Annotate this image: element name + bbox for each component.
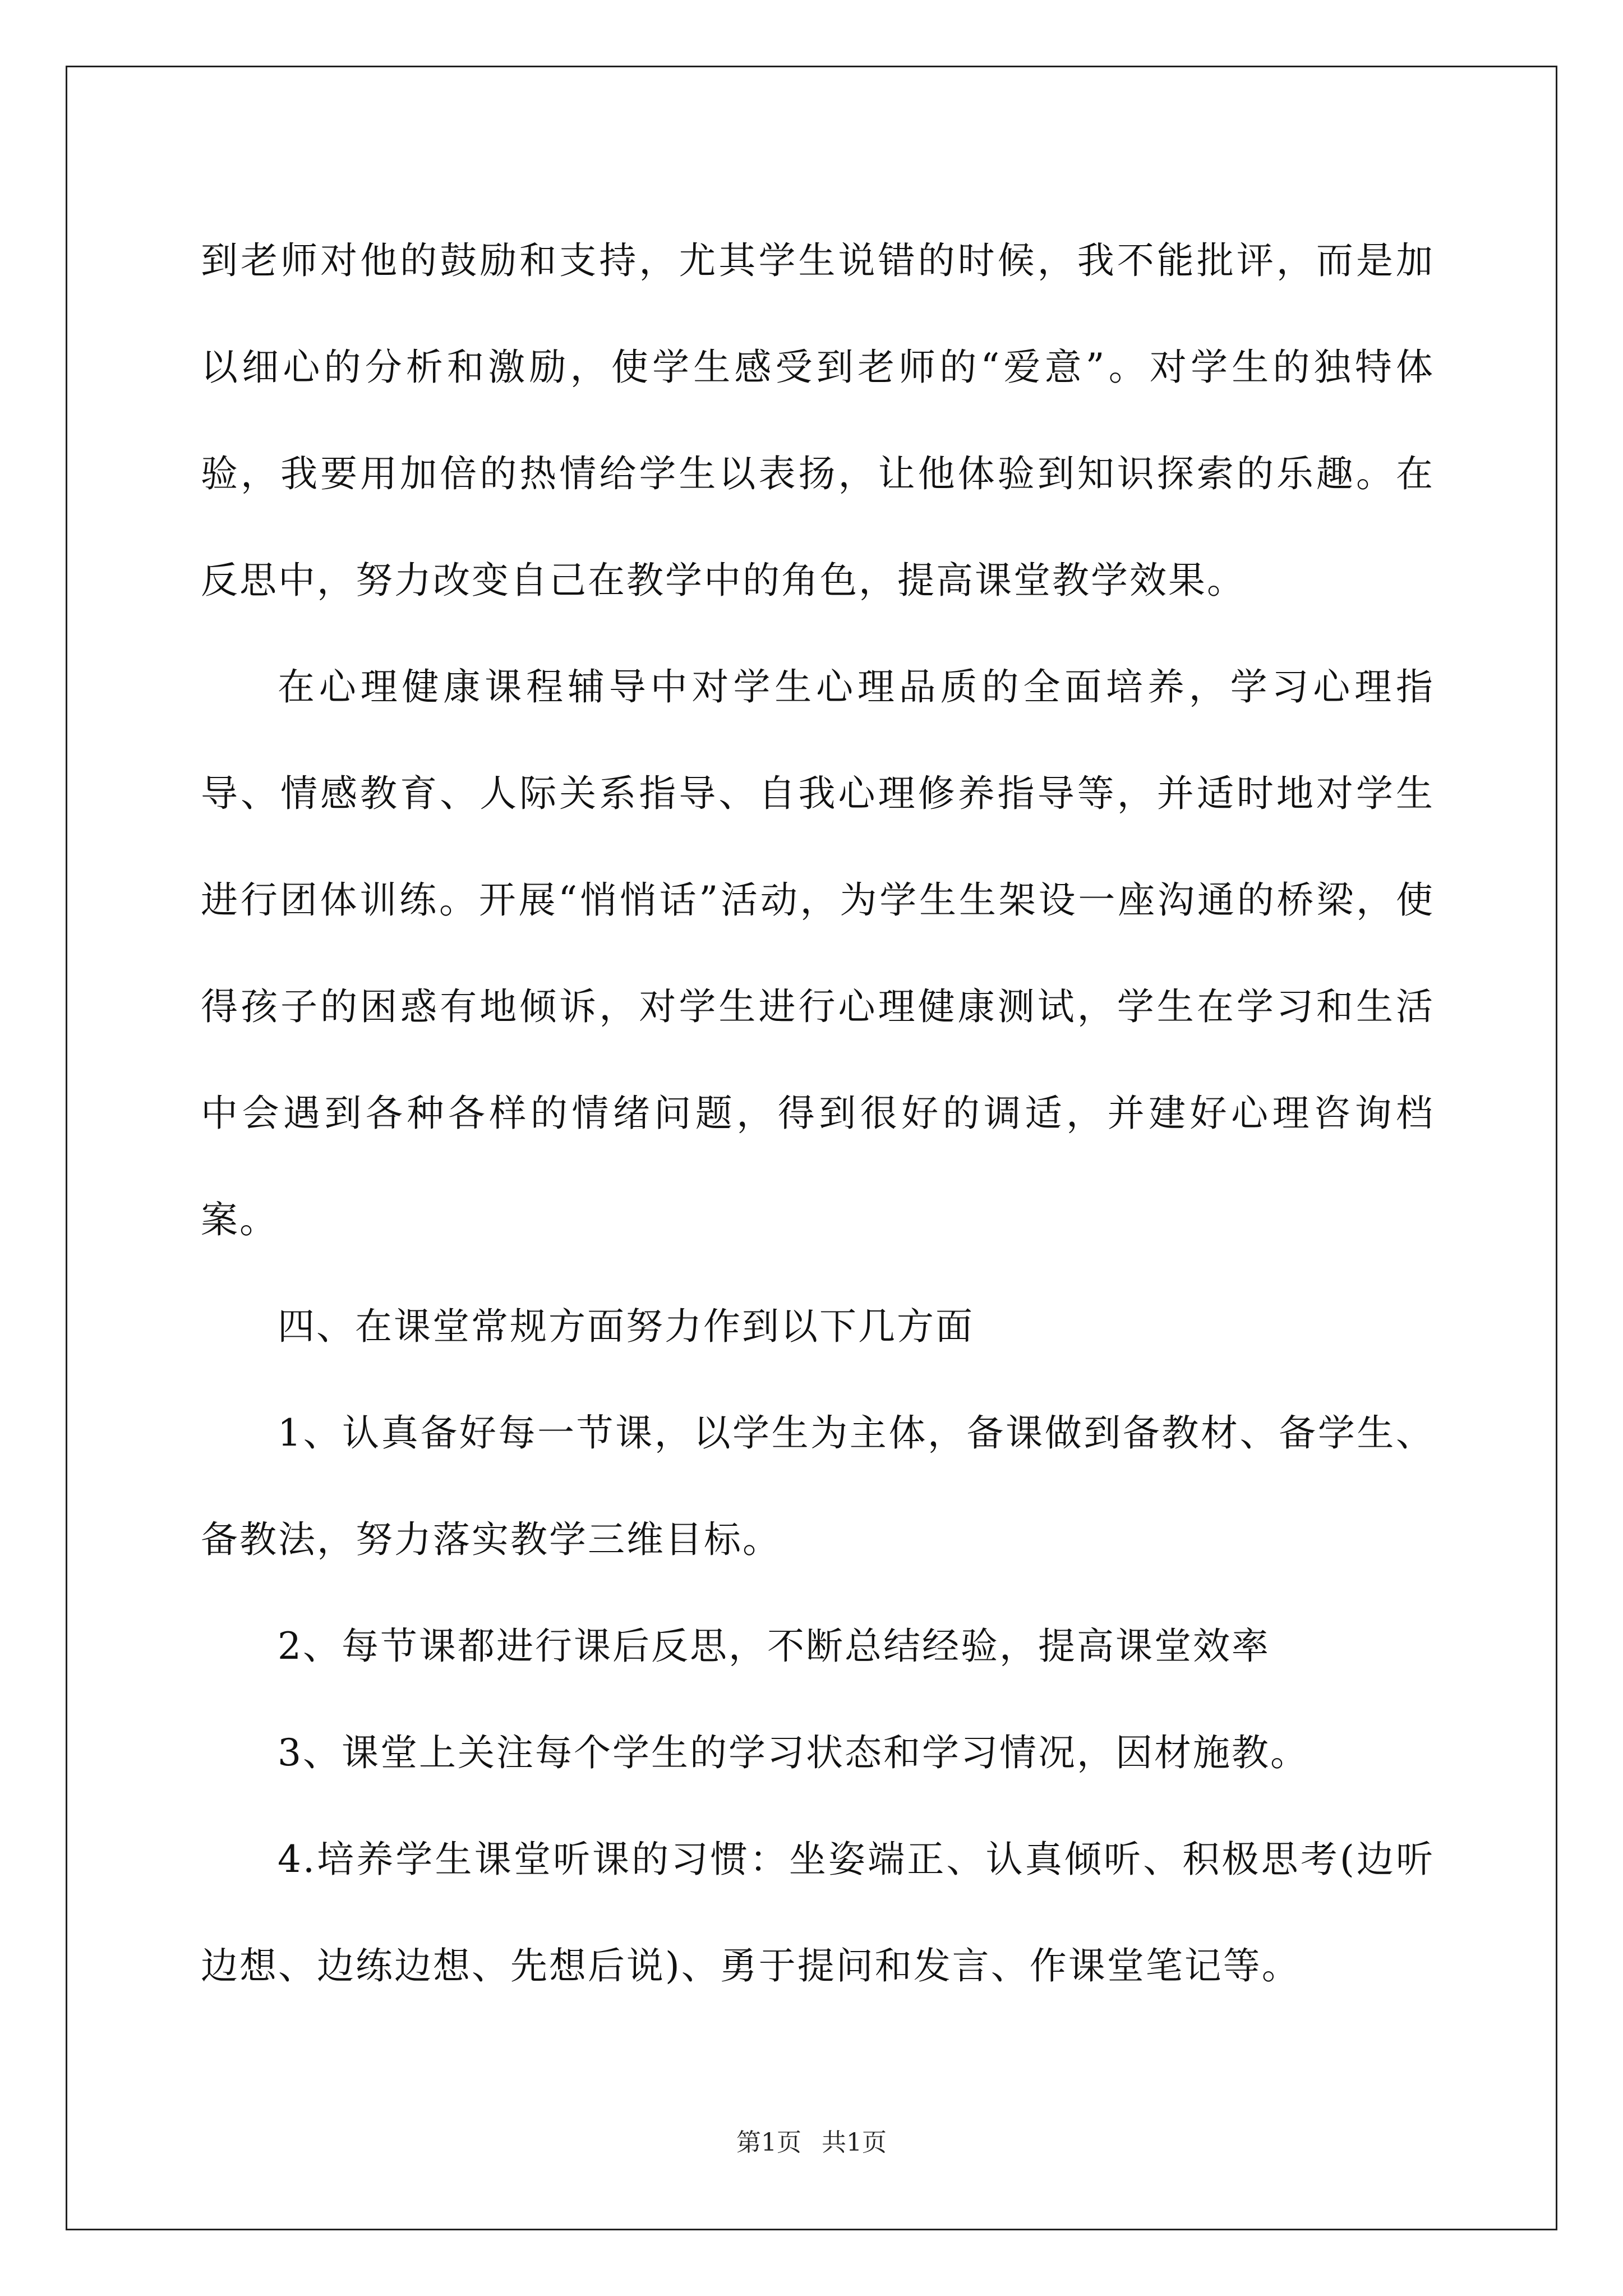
list-item-3: 3、课堂上关注每个学生的学习状态和学习情况，因材施教。: [278, 1731, 1309, 1774]
page-total: 共1页: [822, 2128, 887, 2157]
paragraph-mental-health: 在心理健康课程辅导中对学生心理品质的全面培养，学习心理指导、情感教育、人际关系指导、自我心理修养指导等，并适时地对学生进行团体训练。开展“悄悄话”活动，为学生生架设一座沟通的桥梁，使得孩子的困惑有地倾诉，对学生进行心理健康测试，学生在学习和生活中会遇到各种各样的情绪问题，得到很好的调适，并建好心理咨询档案。: [201, 665, 1435, 1241]
page-footer: [0, 2126, 1623, 2160]
list-item-4: 4.培养学生课堂听课的习惯：坐姿端正、认真倾听、积极思考(边听边想、边练边想、先想后说)、勇于提问和发言、作课堂笔记等。: [201, 1838, 1435, 1987]
list-item-2: 2、每节课都进行课后反思，不断总结经验，提高课堂效率: [278, 1625, 1270, 1668]
document-body: [201, 208, 1435, 2019]
section-heading-four: 四、在课堂常规方面努力作到以下几方面: [278, 1305, 974, 1348]
paragraph-continuation: 到老师对他的鼓励和支持，尤其学生说错的时候，我不能批评，而是加以细心的分析和激励，使学生感受到老师的“爱意”。对学生的独特体验，我要用加倍的热情给学生以表扬，让他体验到知识探索的乐趣。在反思中，努力改变自己在教学中的角色，提高课堂教学效果。: [201, 239, 1435, 602]
page-number: 第1页: [736, 2128, 801, 2157]
list-item-1: 1、认真备好每一节课，以学生为主体，备课做到备教材、备学生、备教法，努力落实教学三维目标。: [201, 1411, 1435, 1561]
